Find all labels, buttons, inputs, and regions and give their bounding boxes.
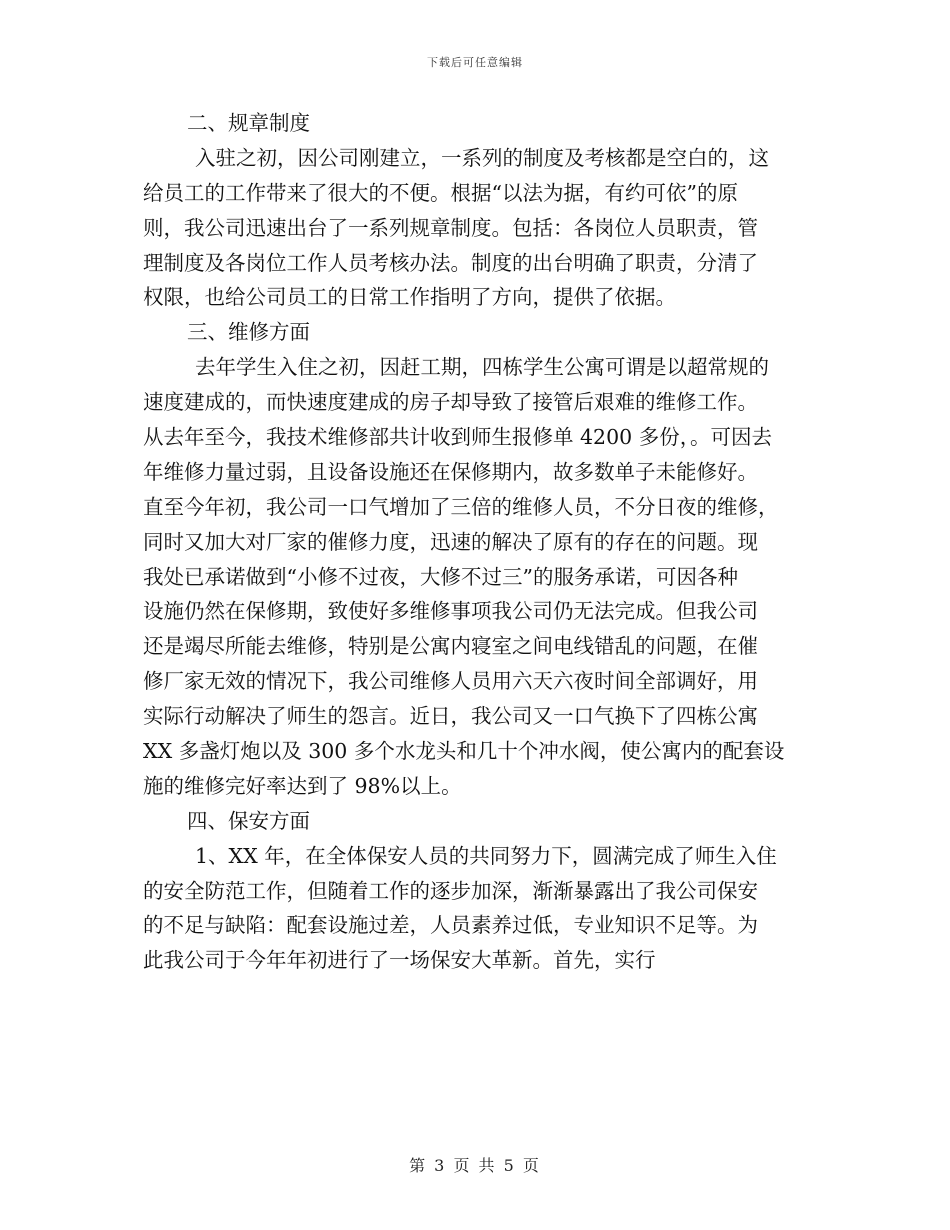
paragraph-line: 设施仍然在保修期，致使好多维修事项我公司仍无法完成。但我公司 [143,599,758,624]
header-note: 下载后可任意编辑 [427,56,523,69]
paragraph-line: 理制度及各岗位工作人员考核办法。制度的出台明确了职责，分清了 [143,250,758,275]
paragraph-line: 修厂家无效的情况下，我公司维修人员用六天六夜时间全部调好，用 [143,669,758,694]
paragraph-line: 1、XX 年，在全体保安人员的共同努力下，圆满完成了师生入住 [195,843,777,868]
paragraph-line: 给员工的工作带来了很大的不便。根据“以法为据，有约可依”的原 [143,180,738,205]
document-body [143,106,815,978]
paragraph-line: 去年学生入住之初，因赶工期，四栋学生公寓可谓是以超常规的 [195,355,769,380]
page-number-footer: 第 3 页 共 5 页 [409,1156,541,1175]
paragraph-line: 的不足与缺陷：配套设施过差，人员素养过低，专业知识不足等。为 [143,913,758,938]
paragraph-line: 从去年至今，我技术维修部共计收到师生报修单 4200 多份，。可因去 [143,425,772,450]
paragraph-line: 则，我公司迅速出台了一系列规章制度。包括：各岗位人员职责，管 [143,215,758,240]
paragraph-line: 实际行动解决了师生的怨言。近日，我公司又一口气换下了四栋公寓 [143,704,758,729]
paragraph-line: 此我公司于今年年初进行了一场保安大革新。首先，实行 [143,948,656,973]
paragraph-line: 施的维修完好率达到了 98%以上。 [143,773,462,798]
paragraph-line: 还是竭尽所能去维修，特别是公寓内寝室之间电线错乱的问题，在催 [143,634,758,659]
paragraph-line: 权限，也给公司员工的日常工作指明了方向，提供了依据。 [143,285,676,310]
paragraph-line: 同时又加大对厂家的催修力度，迅速的解决了原有的存在的问题。现 [143,529,758,554]
section-heading: 四、保安方面 [187,808,310,833]
section-heading: 三、维修方面 [187,320,310,345]
section-heading: 二、规章制度 [187,111,310,135]
paragraph-line: 直至今年初，我公司一口气增加了三倍的维修人员，不分日夜的维修， [143,494,779,519]
paragraph-line: 入驻之初，因公司刚建立，一系列的制度及考核都是空白的，这 [195,145,769,170]
paragraph-line: XX 多盏灯炮以及 300 多个水龙头和几十个冲水阀，使公寓内的配套设 [143,739,785,764]
paragraph-line: 的安全防范工作，但随着工作的逐步加深，渐渐暴露出了我公司保安 [143,878,758,903]
paragraph-line: 年维修力量过弱，且设备设施还在保修期内，故多数单子未能修好。 [143,459,758,484]
paragraph-line: 速度建成的，而快速度建成的房子却导致了接管后艰难的维修工作。 [143,390,758,415]
paragraph-line: 我处已承诺做到“小修不过夜，大修不过三”的服务承诺，可因各种 [143,564,738,589]
